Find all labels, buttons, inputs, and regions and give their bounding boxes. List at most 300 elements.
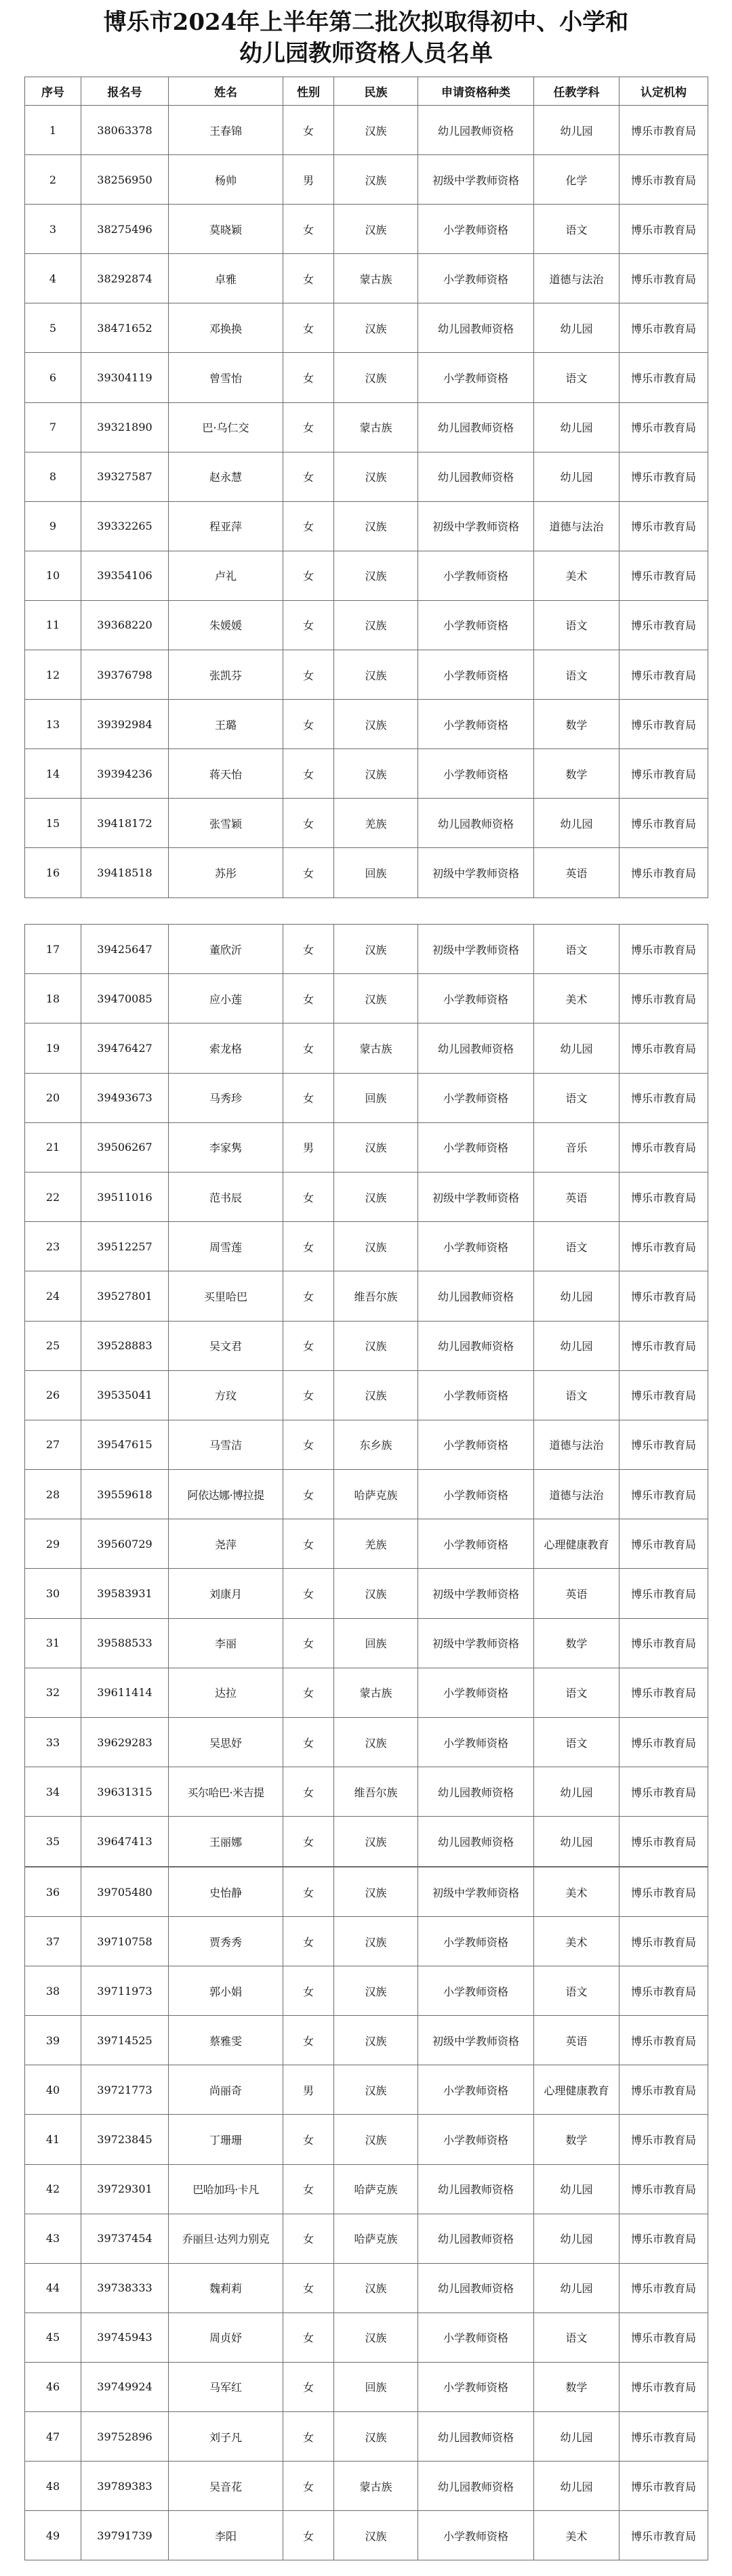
cell-authority: 博乐市教育局 bbox=[619, 2462, 708, 2511]
cell-ethnicity: 维吾尔族 bbox=[334, 1271, 418, 1321]
table-row bbox=[25, 106, 708, 155]
cell-qualification-type: 幼儿园教师资格 bbox=[418, 1817, 534, 1866]
cell-qualification-type: 小学教师资格 bbox=[418, 1222, 534, 1271]
cell-name: 马秀珍 bbox=[169, 1073, 283, 1122]
cell-registration-no: 39791739 bbox=[81, 2511, 169, 2560]
cell-qualification-type: 幼儿园教师资格 bbox=[418, 2214, 534, 2263]
cell-subject: 美术 bbox=[534, 1917, 619, 1966]
cell-ethnicity: 哈萨克族 bbox=[334, 2214, 418, 2263]
cell-ethnicity: 汉族 bbox=[334, 2263, 418, 2313]
cell-name: 李阳 bbox=[169, 2511, 283, 2560]
cell-ethnicity: 汉族 bbox=[334, 551, 418, 600]
cell-registration-no: 39368220 bbox=[81, 600, 169, 650]
cell-subject: 语文 bbox=[534, 2313, 619, 2362]
table-row bbox=[25, 1867, 708, 1917]
cell-name: 杨帅 bbox=[169, 155, 283, 205]
cell-registration-no: 39583931 bbox=[81, 1569, 169, 1618]
cell-ethnicity: 汉族 bbox=[334, 1867, 418, 1917]
table-row bbox=[25, 205, 708, 254]
cell-registration-no: 39506267 bbox=[81, 1122, 169, 1172]
cell-index: 37 bbox=[25, 1917, 81, 1966]
cell-name: 卢礼 bbox=[169, 551, 283, 600]
cell-ethnicity: 汉族 bbox=[334, 2313, 418, 2362]
table-row bbox=[25, 1668, 708, 1717]
cell-registration-no: 39376798 bbox=[81, 650, 169, 700]
table-row bbox=[25, 600, 708, 650]
cell-ethnicity: 汉族 bbox=[334, 2016, 418, 2065]
cell-qualification-type: 幼儿园教师资格 bbox=[418, 2412, 534, 2462]
cell-gender: 女 bbox=[283, 1172, 334, 1221]
cell-gender: 女 bbox=[283, 1668, 334, 1717]
cell-subject: 幼儿园 bbox=[534, 2462, 619, 2511]
cell-name: 李家隽 bbox=[169, 1122, 283, 1172]
cell-qualification-type: 小学教师资格 bbox=[418, 1470, 534, 1519]
cell-gender: 女 bbox=[283, 700, 334, 749]
cell-subject: 语文 bbox=[534, 205, 619, 254]
cell-index: 9 bbox=[25, 501, 81, 551]
cell-qualification-type: 幼儿园教师资格 bbox=[418, 1271, 534, 1321]
cell-authority: 博乐市教育局 bbox=[619, 1966, 708, 2016]
cell-index: 26 bbox=[25, 1370, 81, 1420]
header-ethnicity: 民族 bbox=[334, 77, 418, 106]
cell-subject: 化学 bbox=[534, 155, 619, 205]
cell-authority: 博乐市教育局 bbox=[619, 1817, 708, 1866]
cell-index: 41 bbox=[25, 2115, 81, 2164]
cell-name: 苏彤 bbox=[169, 848, 283, 898]
cell-registration-no: 39394236 bbox=[81, 749, 169, 799]
cell-ethnicity: 哈萨克族 bbox=[334, 2164, 418, 2214]
cell-gender: 女 bbox=[283, 501, 334, 551]
cell-qualification-type: 小学教师资格 bbox=[418, 353, 534, 402]
cell-registration-no: 39512257 bbox=[81, 1222, 169, 1271]
table-row bbox=[25, 2065, 708, 2115]
cell-subject: 语文 bbox=[534, 650, 619, 700]
cell-name: 蒋天怡 bbox=[169, 749, 283, 799]
cell-authority: 博乐市教育局 bbox=[619, 1917, 708, 1966]
cell-subject: 幼儿园 bbox=[534, 1767, 619, 1817]
cell-authority: 博乐市教育局 bbox=[619, 1122, 708, 1172]
cell-qualification-type: 初级中学教师资格 bbox=[418, 501, 534, 551]
table-row bbox=[25, 254, 708, 303]
cell-authority: 博乐市教育局 bbox=[619, 501, 708, 551]
cell-index: 28 bbox=[25, 1470, 81, 1519]
cell-index: 38 bbox=[25, 1966, 81, 2016]
cell-qualification-type: 小学教师资格 bbox=[418, 254, 534, 303]
cell-qualification-type: 幼儿园教师资格 bbox=[418, 303, 534, 353]
cell-gender: 女 bbox=[283, 402, 334, 452]
cell-name: 李丽 bbox=[169, 1618, 283, 1668]
cell-authority: 博乐市教育局 bbox=[619, 1618, 708, 1668]
cell-index: 2 bbox=[25, 155, 81, 205]
cell-name: 刘康月 bbox=[169, 1569, 283, 1618]
cell-subject: 数学 bbox=[534, 2115, 619, 2164]
cell-gender: 女 bbox=[283, 2412, 334, 2462]
cell-registration-no: 39737454 bbox=[81, 2214, 169, 2263]
cell-gender: 女 bbox=[283, 2214, 334, 2263]
cell-registration-no: 39327587 bbox=[81, 452, 169, 501]
table-row bbox=[25, 1817, 708, 1866]
cell-qualification-type: 幼儿园教师资格 bbox=[418, 106, 534, 155]
table-row bbox=[25, 974, 708, 1023]
cell-index: 25 bbox=[25, 1321, 81, 1370]
cell-registration-no: 39476427 bbox=[81, 1023, 169, 1073]
cell-authority: 博乐市教育局 bbox=[619, 2065, 708, 2115]
cell-ethnicity: 汉族 bbox=[334, 1817, 418, 1866]
cell-ethnicity: 汉族 bbox=[334, 106, 418, 155]
table-row bbox=[25, 501, 708, 551]
cell-name: 贾秀秀 bbox=[169, 1917, 283, 1966]
cell-name: 张雪颖 bbox=[169, 799, 283, 848]
cell-qualification-type: 初级中学教师资格 bbox=[418, 1172, 534, 1221]
cell-ethnicity: 蒙古族 bbox=[334, 1023, 418, 1073]
table-row bbox=[25, 2362, 708, 2411]
table-row bbox=[25, 848, 708, 898]
cell-gender: 女 bbox=[283, 205, 334, 254]
cell-registration-no: 39332265 bbox=[81, 501, 169, 551]
cell-authority: 博乐市教育局 bbox=[619, 2115, 708, 2164]
cell-qualification-type: 小学教师资格 bbox=[418, 1917, 534, 1966]
cell-subject: 心理健康教育 bbox=[534, 1519, 619, 1569]
cell-name: 王丽娜 bbox=[169, 1817, 283, 1866]
cell-gender: 女 bbox=[283, 303, 334, 353]
cell-registration-no: 39752896 bbox=[81, 2412, 169, 2462]
cell-gender: 男 bbox=[283, 2065, 334, 2115]
cell-index: 39 bbox=[25, 2016, 81, 2065]
cell-name: 应小莲 bbox=[169, 974, 283, 1023]
cell-authority: 博乐市教育局 bbox=[619, 303, 708, 353]
table-row bbox=[25, 1222, 708, 1271]
cell-index: 12 bbox=[25, 650, 81, 700]
cell-name: 巴哈加玛·卡凡 bbox=[169, 2164, 283, 2214]
cell-index: 19 bbox=[25, 1023, 81, 1073]
cell-subject: 幼儿园 bbox=[534, 452, 619, 501]
cell-ethnicity: 东乡族 bbox=[334, 1420, 418, 1469]
cell-gender: 女 bbox=[283, 799, 334, 848]
cell-subject: 心理健康教育 bbox=[534, 2065, 619, 2115]
cell-name: 丁珊珊 bbox=[169, 2115, 283, 2164]
cell-qualification-type: 小学教师资格 bbox=[418, 551, 534, 600]
cell-authority: 博乐市教育局 bbox=[619, 700, 708, 749]
cell-ethnicity: 汉族 bbox=[334, 2511, 418, 2560]
document-title-line-2: 幼儿园教师资格人员名单 bbox=[239, 40, 493, 67]
cell-index: 33 bbox=[25, 1718, 81, 1767]
cell-name: 程亚萍 bbox=[169, 501, 283, 551]
cell-subject: 数学 bbox=[534, 1618, 619, 1668]
cell-gender: 女 bbox=[283, 1321, 334, 1370]
table-row bbox=[25, 2016, 708, 2065]
cell-subject: 幼儿园 bbox=[534, 1023, 619, 1073]
table-row bbox=[25, 303, 708, 353]
cell-subject: 幼儿园 bbox=[534, 1321, 619, 1370]
cell-index: 45 bbox=[25, 2313, 81, 2362]
cell-qualification-type: 小学教师资格 bbox=[418, 600, 534, 650]
cell-subject: 道德与法治 bbox=[534, 254, 619, 303]
cell-index: 4 bbox=[25, 254, 81, 303]
cell-subject: 美术 bbox=[534, 974, 619, 1023]
cell-subject: 道德与法治 bbox=[534, 1470, 619, 1519]
cell-subject: 英语 bbox=[534, 1172, 619, 1221]
cell-subject: 英语 bbox=[534, 848, 619, 898]
cell-name: 买里哈巴 bbox=[169, 1271, 283, 1321]
cell-authority: 博乐市教育局 bbox=[619, 1172, 708, 1221]
cell-gender: 女 bbox=[283, 1222, 334, 1271]
cell-index: 30 bbox=[25, 1569, 81, 1618]
cell-authority: 博乐市教育局 bbox=[619, 1023, 708, 1073]
cell-subject: 语文 bbox=[534, 1668, 619, 1717]
cell-authority: 博乐市教育局 bbox=[619, 2016, 708, 2065]
cell-authority: 博乐市教育局 bbox=[619, 974, 708, 1023]
cell-authority: 博乐市教育局 bbox=[619, 848, 708, 898]
cell-gender: 女 bbox=[283, 1073, 334, 1122]
cell-index: 27 bbox=[25, 1420, 81, 1469]
cell-index: 13 bbox=[25, 700, 81, 749]
cell-index: 31 bbox=[25, 1618, 81, 1668]
cell-authority: 博乐市教育局 bbox=[619, 1668, 708, 1717]
cell-gender: 女 bbox=[283, 1023, 334, 1073]
table-row bbox=[25, 925, 708, 974]
table-row bbox=[25, 2511, 708, 2560]
cell-qualification-type: 初级中学教师资格 bbox=[418, 155, 534, 205]
cell-authority: 博乐市教育局 bbox=[619, 1470, 708, 1519]
cell-authority: 博乐市教育局 bbox=[619, 2511, 708, 2560]
cell-subject: 幼儿园 bbox=[534, 799, 619, 848]
roster-table-page-2 bbox=[24, 924, 708, 1867]
cell-registration-no: 39588533 bbox=[81, 1618, 169, 1668]
cell-gender: 女 bbox=[283, 2313, 334, 2362]
cell-gender: 女 bbox=[283, 353, 334, 402]
cell-name: 吴文君 bbox=[169, 1321, 283, 1370]
cell-gender: 女 bbox=[283, 1917, 334, 1966]
cell-subject: 美术 bbox=[534, 551, 619, 600]
cell-index: 3 bbox=[25, 205, 81, 254]
cell-index: 17 bbox=[25, 925, 81, 974]
cell-authority: 博乐市教育局 bbox=[619, 452, 708, 501]
cell-gender: 女 bbox=[283, 1420, 334, 1469]
cell-authority: 博乐市教育局 bbox=[619, 2412, 708, 2462]
cell-ethnicity: 回族 bbox=[334, 1618, 418, 1668]
cell-name: 卓雅 bbox=[169, 254, 283, 303]
cell-qualification-type: 小学教师资格 bbox=[418, 1966, 534, 2016]
cell-index: 42 bbox=[25, 2164, 81, 2214]
cell-gender: 女 bbox=[283, 106, 334, 155]
cell-index: 32 bbox=[25, 1668, 81, 1717]
cell-index: 11 bbox=[25, 600, 81, 650]
cell-subject: 美术 bbox=[534, 1867, 619, 1917]
cell-registration-no: 39611414 bbox=[81, 1668, 169, 1717]
cell-qualification-type: 小学教师资格 bbox=[418, 749, 534, 799]
cell-index: 18 bbox=[25, 974, 81, 1023]
cell-gender: 女 bbox=[283, 2115, 334, 2164]
cell-ethnicity: 汉族 bbox=[334, 2115, 418, 2164]
cell-subject: 音乐 bbox=[534, 1122, 619, 1172]
cell-subject: 语文 bbox=[534, 1222, 619, 1271]
cell-index: 5 bbox=[25, 303, 81, 353]
cell-registration-no: 39547615 bbox=[81, 1420, 169, 1469]
cell-index: 46 bbox=[25, 2362, 81, 2411]
cell-subject: 语文 bbox=[534, 353, 619, 402]
table-row bbox=[25, 799, 708, 848]
cell-qualification-type: 小学教师资格 bbox=[418, 1668, 534, 1717]
cell-subject: 语文 bbox=[534, 1718, 619, 1767]
cell-name: 董欣沂 bbox=[169, 925, 283, 974]
cell-qualification-type: 小学教师资格 bbox=[418, 2115, 534, 2164]
cell-registration-no: 39729301 bbox=[81, 2164, 169, 2214]
cell-ethnicity: 汉族 bbox=[334, 925, 418, 974]
cell-ethnicity: 蒙古族 bbox=[334, 254, 418, 303]
table-row bbox=[25, 1519, 708, 1569]
cell-name: 蔡雅雯 bbox=[169, 2016, 283, 2065]
cell-ethnicity: 汉族 bbox=[334, 650, 418, 700]
cell-subject: 语文 bbox=[534, 1966, 619, 2016]
cell-subject: 幼儿园 bbox=[534, 2412, 619, 2462]
cell-name: 张凯芬 bbox=[169, 650, 283, 700]
cell-gender: 女 bbox=[283, 2016, 334, 2065]
cell-registration-no: 39710758 bbox=[81, 1917, 169, 1966]
cell-name: 吴音花 bbox=[169, 2462, 283, 2511]
cell-gender: 女 bbox=[283, 600, 334, 650]
table-row bbox=[25, 1618, 708, 1668]
cell-gender: 女 bbox=[283, 2362, 334, 2411]
cell-name: 朱媛媛 bbox=[169, 600, 283, 650]
cell-authority: 博乐市教育局 bbox=[619, 1222, 708, 1271]
cell-authority: 博乐市教育局 bbox=[619, 2313, 708, 2362]
cell-registration-no: 39723845 bbox=[81, 2115, 169, 2164]
cell-gender: 女 bbox=[283, 1271, 334, 1321]
cell-index: 44 bbox=[25, 2263, 81, 2313]
cell-ethnicity: 汉族 bbox=[334, 353, 418, 402]
cell-index: 23 bbox=[25, 1222, 81, 1271]
cell-registration-no: 39711973 bbox=[81, 1966, 169, 2016]
cell-authority: 博乐市教育局 bbox=[619, 1718, 708, 1767]
cell-ethnicity: 汉族 bbox=[334, 1966, 418, 2016]
table-row bbox=[25, 1718, 708, 1767]
cell-index: 1 bbox=[25, 106, 81, 155]
cell-authority: 博乐市教育局 bbox=[619, 1321, 708, 1370]
cell-name: 索龙格 bbox=[169, 1023, 283, 1073]
cell-ethnicity: 蒙古族 bbox=[334, 2462, 418, 2511]
cell-gender: 女 bbox=[283, 452, 334, 501]
cell-ethnicity: 汉族 bbox=[334, 2412, 418, 2462]
cell-registration-no: 39745943 bbox=[81, 2313, 169, 2362]
cell-ethnicity: 哈萨克族 bbox=[334, 1470, 418, 1519]
cell-name: 邓换换 bbox=[169, 303, 283, 353]
cell-name: 王春锦 bbox=[169, 106, 283, 155]
cell-registration-no: 39738333 bbox=[81, 2263, 169, 2313]
cell-gender: 女 bbox=[283, 1966, 334, 2016]
table-row bbox=[25, 1073, 708, 1122]
cell-subject: 道德与法治 bbox=[534, 1420, 619, 1469]
document-title-line-1: 博乐市2024年上半年第二批次拟取得初中、小学和 bbox=[103, 9, 629, 36]
cell-gender: 女 bbox=[283, 1370, 334, 1420]
cell-name: 巴·乌仁交 bbox=[169, 402, 283, 452]
cell-registration-no: 39647413 bbox=[81, 1817, 169, 1866]
cell-ethnicity: 汉族 bbox=[334, 501, 418, 551]
header-index: 序号 bbox=[25, 77, 81, 106]
header-registration-no: 报名号 bbox=[81, 77, 169, 106]
cell-qualification-type: 小学教师资格 bbox=[418, 700, 534, 749]
cell-qualification-type: 小学教师资格 bbox=[418, 650, 534, 700]
cell-ethnicity: 汉族 bbox=[334, 155, 418, 205]
cell-authority: 博乐市教育局 bbox=[619, 2263, 708, 2313]
cell-gender: 女 bbox=[283, 1519, 334, 1569]
table-row bbox=[25, 2313, 708, 2362]
cell-ethnicity: 汉族 bbox=[334, 303, 418, 353]
cell-authority: 博乐市教育局 bbox=[619, 799, 708, 848]
cell-gender: 女 bbox=[283, 650, 334, 700]
cell-name: 曾雪怡 bbox=[169, 353, 283, 402]
cell-subject: 幼儿园 bbox=[534, 1271, 619, 1321]
header-authority: 认定机构 bbox=[619, 77, 708, 106]
cell-registration-no: 39749924 bbox=[81, 2362, 169, 2411]
cell-registration-no: 39418518 bbox=[81, 848, 169, 898]
table-row bbox=[25, 749, 708, 799]
cell-subject: 道德与法治 bbox=[534, 501, 619, 551]
table-row bbox=[25, 2164, 708, 2214]
cell-ethnicity: 汉族 bbox=[334, 1172, 418, 1221]
header-name: 姓名 bbox=[169, 77, 283, 106]
cell-gender: 女 bbox=[283, 848, 334, 898]
cell-qualification-type: 小学教师资格 bbox=[418, 205, 534, 254]
table-row bbox=[25, 452, 708, 501]
cell-qualification-type: 小学教师资格 bbox=[418, 2065, 534, 2115]
cell-subject: 幼儿园 bbox=[534, 402, 619, 452]
cell-name: 买尔哈巴·米吉提 bbox=[169, 1767, 283, 1817]
cell-ethnicity: 汉族 bbox=[334, 1321, 418, 1370]
cell-gender: 女 bbox=[283, 1470, 334, 1519]
cell-name: 周雪莲 bbox=[169, 1222, 283, 1271]
table-row bbox=[25, 2412, 708, 2462]
cell-name: 吴思妤 bbox=[169, 1718, 283, 1767]
cell-name: 史怡静 bbox=[169, 1867, 283, 1917]
cell-authority: 博乐市教育局 bbox=[619, 1073, 708, 1122]
table-header-row bbox=[25, 77, 708, 106]
cell-name: 尧萍 bbox=[169, 1519, 283, 1569]
cell-registration-no: 39560729 bbox=[81, 1519, 169, 1569]
cell-authority: 博乐市教育局 bbox=[619, 749, 708, 799]
cell-ethnicity: 回族 bbox=[334, 848, 418, 898]
cell-authority: 博乐市教育局 bbox=[619, 155, 708, 205]
cell-registration-no: 39354106 bbox=[81, 551, 169, 600]
cell-name: 魏莉莉 bbox=[169, 2263, 283, 2313]
cell-ethnicity: 蒙古族 bbox=[334, 402, 418, 452]
cell-subject: 幼儿园 bbox=[534, 106, 619, 155]
header-gender: 性别 bbox=[283, 77, 334, 106]
cell-authority: 博乐市教育局 bbox=[619, 1271, 708, 1321]
cell-index: 43 bbox=[25, 2214, 81, 2263]
cell-subject: 英语 bbox=[534, 1569, 619, 1618]
cell-subject: 语文 bbox=[534, 1073, 619, 1122]
cell-registration-no: 39527801 bbox=[81, 1271, 169, 1321]
cell-qualification-type: 小学教师资格 bbox=[418, 1519, 534, 1569]
cell-registration-no: 39425647 bbox=[81, 925, 169, 974]
table-row bbox=[25, 1023, 708, 1073]
table-row bbox=[25, 1917, 708, 1966]
table-row bbox=[25, 1966, 708, 2016]
cell-subject: 语文 bbox=[534, 1370, 619, 1420]
cell-index: 14 bbox=[25, 749, 81, 799]
cell-ethnicity: 羌族 bbox=[334, 799, 418, 848]
cell-gender: 女 bbox=[283, 749, 334, 799]
cell-qualification-type: 幼儿园教师资格 bbox=[418, 1023, 534, 1073]
cell-authority: 博乐市教育局 bbox=[619, 1420, 708, 1469]
cell-index: 35 bbox=[25, 1817, 81, 1866]
cell-registration-no: 38471652 bbox=[81, 303, 169, 353]
cell-subject: 幼儿园 bbox=[534, 2164, 619, 2214]
cell-qualification-type: 幼儿园教师资格 bbox=[418, 1321, 534, 1370]
cell-registration-no: 39493673 bbox=[81, 1073, 169, 1122]
table-row bbox=[25, 1470, 708, 1519]
cell-registration-no: 39528883 bbox=[81, 1321, 169, 1370]
